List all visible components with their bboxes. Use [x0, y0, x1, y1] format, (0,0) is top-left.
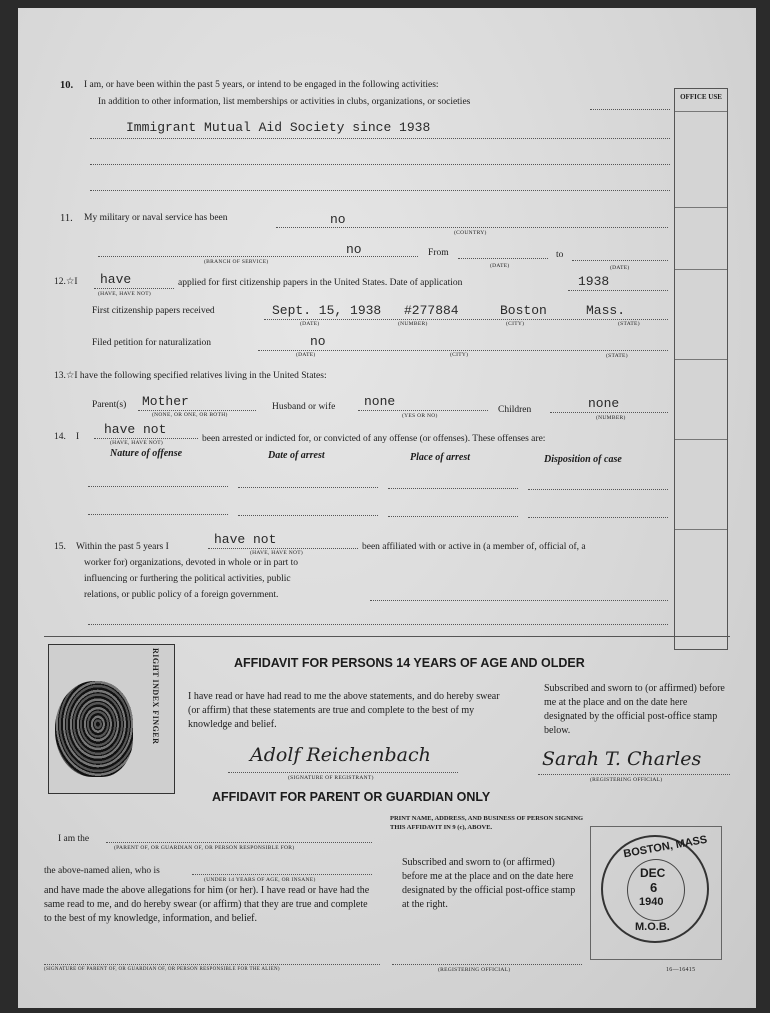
fingerprint-label: RIGHT INDEX FINGER [151, 648, 160, 745]
q13-children-answer: none [588, 396, 620, 411]
registration-form-page [18, 8, 756, 1008]
q14-number: 14. [54, 432, 66, 442]
postmark-month: DEC [640, 866, 666, 880]
q10-number: 10. [60, 80, 74, 91]
q11-from-label: From [428, 248, 449, 258]
q13-husband-caption: (YES OR NO) [402, 413, 438, 419]
q12-number: 12.☆I [54, 277, 78, 287]
q15-label-b: been affiliated with or active in (a member of, official of, a [362, 542, 586, 552]
office-use-label: OFFICE USE [680, 93, 722, 101]
q11-country-caption: (COUNTRY) [454, 230, 487, 236]
guardian-print-name: PRINT NAME, ADDRESS, AND BUSINESS OF PERSON SIGNING THIS AFFIDAVIT IN 9 (c), ABOVE. [390, 815, 584, 831]
q12-received-date: Sept. 15, 1938 [272, 303, 382, 318]
q12-caption-state: (STATE) [618, 321, 640, 327]
q12-received-state: Mass. [586, 303, 626, 318]
q12-caption-number: (NUMBER) [398, 321, 428, 327]
q14-answer-caption: (HAVE, HAVE NOT) [110, 440, 164, 446]
q13-label: 13.☆I have the following specified relatives living in the United States: [54, 371, 327, 381]
affidavit14-statement: I have read or have had read to me the above statements, and do hereby swear (or affirm) that these statements are true and complete to the best of my knowledge and belief. [188, 691, 500, 730]
q15-line3: influencing or furthering the political activities, public [84, 574, 291, 584]
q12-petition-answer: no [310, 334, 326, 349]
q11-branch-caption: (BRANCH OF SERVICE) [204, 259, 269, 265]
q12-received-number: #277884 [404, 303, 459, 318]
postmark-day: 6 [650, 880, 658, 895]
q13-parents-answer: Mother [142, 394, 189, 409]
postmark-stamp [601, 835, 709, 943]
guardian-affidavit-title: AFFIDAVIT FOR PARENT OR GUARDIAN ONLY [212, 790, 491, 804]
q12-date-application: 1938 [578, 274, 610, 289]
postmark-top: BOSTON, MASS [622, 833, 709, 861]
q12-received-label: First citizenship papers received [92, 306, 215, 316]
q11-to-caption: (DATE) [610, 265, 630, 271]
q15-answer-caption: (HAVE, HAVE NOT) [250, 550, 304, 556]
postmark-bottom: M.O.B. [635, 921, 670, 933]
form-number: 16—16415 [666, 967, 696, 973]
fingerprint-image [55, 681, 133, 777]
q12-petition-caption-city: (CITY) [450, 352, 469, 358]
q14-label: been arrested or indicted for, or convicted of any offense (or offenses). These offenses are: [202, 434, 546, 444]
q13-parents-caption: (NONE, OR ONE, OR BOTH) [152, 412, 228, 418]
q13-children-label: Children [498, 405, 532, 415]
postmark-box [590, 826, 722, 960]
guardian-body: and have made the above allegations for him (or her). I have read or have had the same read to me, and do hereby swear (or affirm) that they are true and complete to the best of my knowledge, information, and belief. [44, 885, 370, 924]
affidavit14-subscribed: Subscribed and sworn to (or affirmed) before me at the place and on the date here designated by the official post-office stamp below. [544, 683, 725, 736]
q13-children-caption: (NUMBER) [596, 415, 626, 421]
q14-col-disposition: Disposition of case [544, 454, 622, 465]
q10-line2: In addition to other information, list memberships or activities in clubs, organizations, or societies [98, 97, 471, 107]
q12-petition-label: Filed petition for naturalization [92, 338, 211, 348]
q11-label: My military or naval service has been [84, 213, 228, 223]
q14-col-nature: Nature of offense [110, 448, 183, 459]
office-use-box [674, 88, 728, 650]
guardian-caption2: (UNDER 14 YEARS OF AGE, OR INSANE) [204, 877, 316, 883]
guardian-i-am-the: I am the [58, 834, 90, 844]
q14-answer: have not [104, 422, 167, 437]
affidavit14-title: AFFIDAVIT FOR PERSONS 14 YEARS OF AGE AND OLDER [234, 656, 585, 670]
q15-line4: relations, or public policy of a foreign government. [84, 590, 279, 600]
q14-col-date: Date of arrest [268, 450, 325, 461]
official-signature: Sarah T. Charles [542, 748, 702, 770]
guardian-sig-caption-left: (SIGNATURE OF PARENT OF, OR GUARDIAN OF, OR PERSON RESPONSIBLE FOR THE ALIEN) [44, 967, 280, 972]
q15-line2: worker for) organizations, devoted in whole or in part to [84, 558, 299, 568]
guardian-sig-caption-right: (REGISTERING OFFICIAL) [438, 967, 511, 973]
q15-number: 15. [54, 542, 66, 552]
q11-answer-country: no [330, 212, 346, 227]
q10-answer: Immigrant Mutual Aid Society since 1938 [126, 120, 431, 135]
guardian-alien-label: the above-named alien, who is [44, 866, 160, 876]
q13-husband-answer: none [364, 394, 396, 409]
q12-caption-date: (DATE) [300, 321, 320, 327]
q12-label: applied for first citizenship papers in the United States. Date of application [178, 278, 463, 288]
q14-i: I [76, 432, 80, 442]
q12-have-caption: (HAVE, HAVE NOT) [98, 291, 152, 297]
q12-received-city: Boston [500, 303, 547, 318]
q10-line1: I am, or have been within the past 5 years, or intend to be engaged in the following activities: [84, 80, 439, 90]
q15-answer: have not [214, 532, 277, 547]
postmark-inner-ring [627, 859, 685, 921]
q12-petition-caption-date: (DATE) [296, 352, 316, 358]
official-signature-caption: (REGISTERING OFFICIAL) [590, 777, 663, 783]
q15-label-a: Within the past 5 years I [76, 542, 169, 552]
q12-petition-caption-state: (STATE) [606, 353, 628, 359]
q12-caption-city: (CITY) [506, 321, 525, 327]
q12-have: have [100, 272, 132, 287]
q14-col-place: Place of arrest [410, 452, 470, 463]
q11-answer-branch: no [346, 242, 362, 257]
guardian-caption1: (PARENT OF, OR GUARDIAN OF, OR PERSON RESPONSIBLE FOR) [114, 845, 295, 851]
guardian-subscribed: Subscribed and sworn to (or affirmed) before me at the place and on the date here designated by the official post-office stamp at the right. [402, 857, 576, 910]
postmark-year: 1940 [639, 896, 664, 908]
registrant-signature: Adolf Reichenbach [250, 744, 431, 766]
q11-from-caption: (DATE) [490, 263, 510, 269]
q13-husband-label: Husband or wife [272, 402, 336, 412]
q11-to-label: to [556, 250, 564, 260]
registrant-signature-caption: (SIGNATURE OF REGISTRANT) [288, 775, 374, 781]
q13-parents-label: Parent(s) [92, 400, 127, 410]
q11-number: 11. [60, 213, 73, 224]
